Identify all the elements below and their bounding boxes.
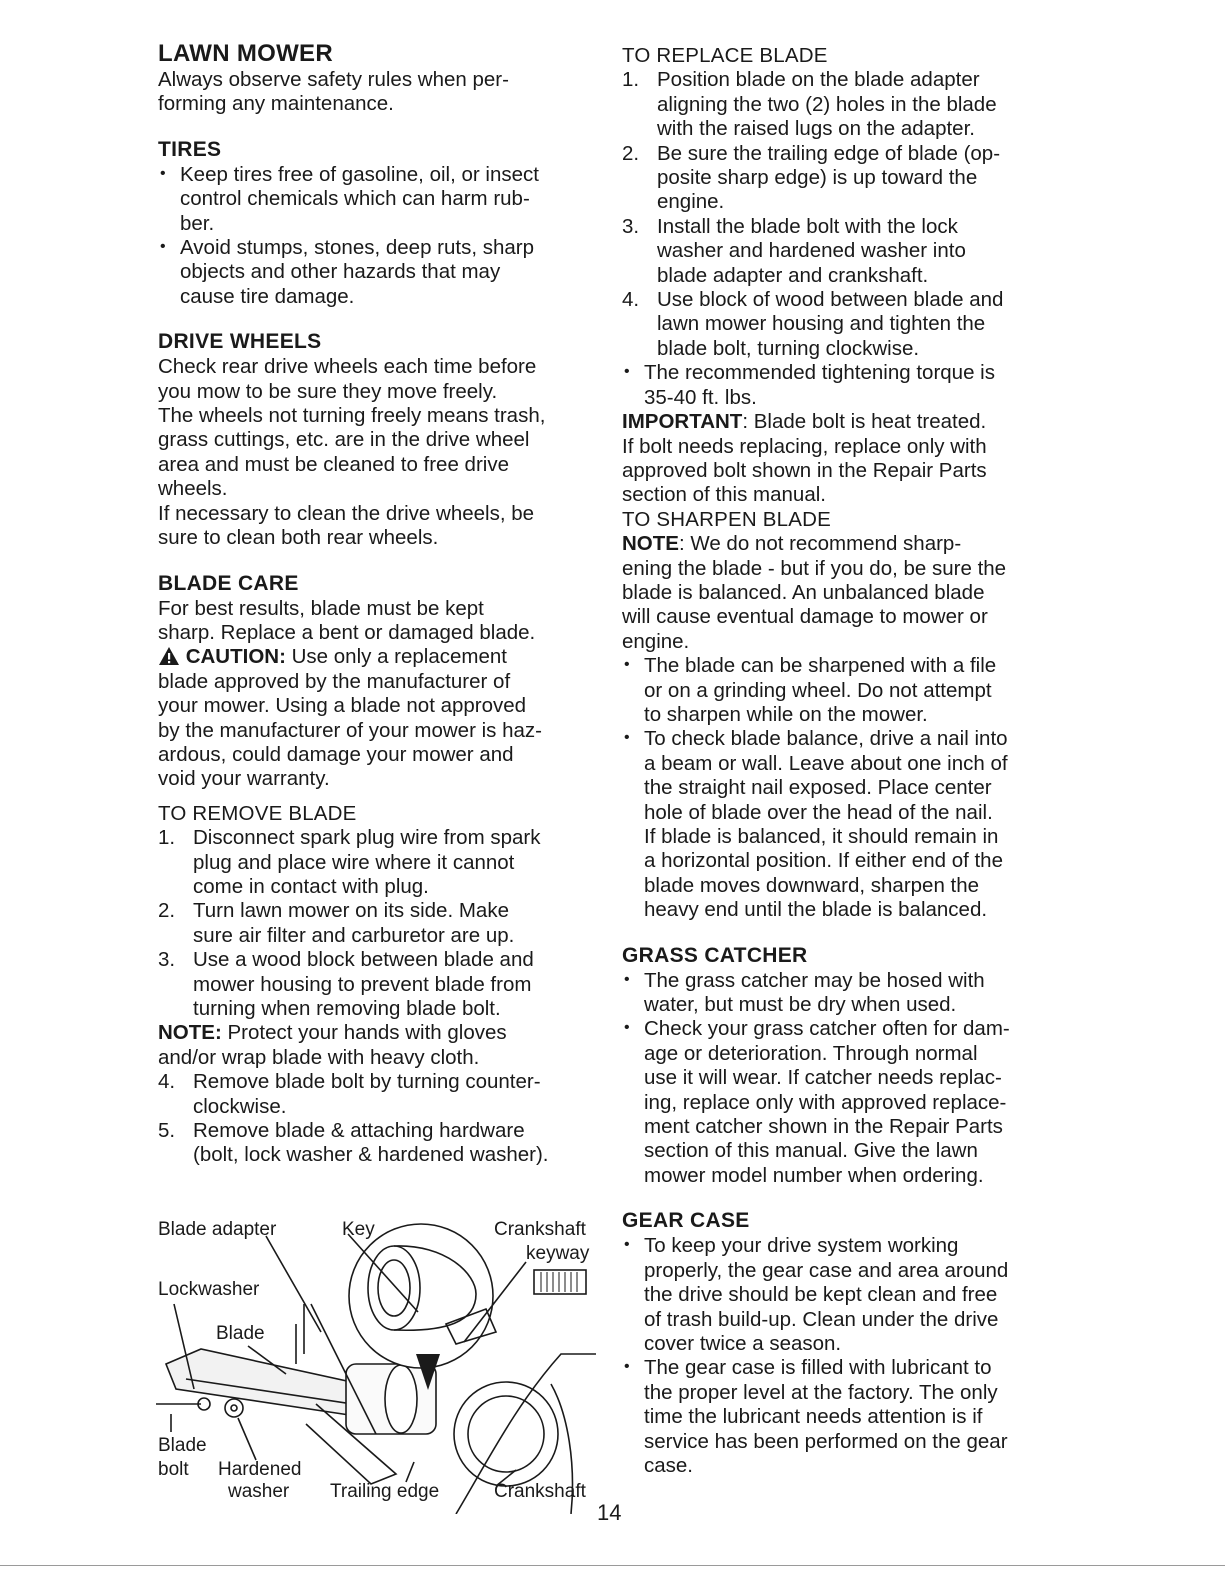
list-item: 3. Install the blade bolt with the lock washer and hardened washer into blade adapter and crankshaft. [622, 214, 966, 287]
blade-care-text: For best results, blade must be kept sharp. Replace a bent or damaged blade. CAUTION: Use only a replacement blade approved by the manufacturer of your mower. Using a blade not approved by the manufacturer of your mower is haz- ardous, could damage your mower and void your warranty. [158, 597, 598, 792]
label-lockwasher: Lockwasher [158, 1279, 260, 1300]
list-item: • The blade can be sharpened with a file or on a grinding wheel. Do not attempt to sharpen while on the mower. [622, 654, 1062, 727]
label-blade: Blade [216, 1323, 265, 1344]
label-blade-bolt-2: bolt [158, 1459, 189, 1480]
remove-blade-steps [158, 826, 598, 1021]
gear-case-list [622, 1234, 1062, 1478]
page-number: 14 [597, 1500, 622, 1525]
lawn-mower-intro: Always observe safety rules when per- forming any maintenance. [158, 68, 509, 116]
list-item: • The gear case is filled with lubricant to the proper level at the factory. The only time the lubricant needs attention is if service has been performed on the gear case. [622, 1356, 1062, 1478]
list-item: • The grass catcher may be hosed with water, but must be dry when used. [622, 969, 1062, 1018]
label-key: Key [342, 1219, 375, 1240]
list-item: • To check blade balance, drive a nail into a beam or wall. Leave about one inch of the straight nail exposed. Place center hole of blade over the head of the nail. If blade is balanced, it should remain in a horizontal position. If either end of the blade moves downward, sharpen the heavy end until the blade is balanced. [622, 727, 1062, 922]
replace-blade-steps [622, 68, 1062, 361]
list-item: • Check your grass catcher often for dam- age or deterioration. Through normal use it will wear. If catcher needs replac- ing, replace only with approved replace- ment catcher shown in the Repair Parts section of this manual. Give the lawn mower model number when ordering. [622, 1017, 1062, 1188]
grass-catcher-heading: GRASS CATCHER [622, 943, 808, 967]
remove-blade-title: TO REMOVE BLADE [158, 801, 357, 825]
blade-assembly-diagram [156, 1214, 598, 1514]
label-crankshaft: Crankshaft [494, 1481, 586, 1502]
tires-heading: TIRES [158, 137, 222, 161]
lawn-mower-heading: LAWN MOWER [158, 40, 333, 67]
label-crankshaft-keyway: Crankshaft [494, 1219, 586, 1240]
blade-care-heading: BLADE CARE [158, 571, 299, 595]
sharpen-blade-title: TO SHARPEN BLADE [622, 507, 832, 531]
right-column [622, 44, 1062, 1478]
grass-catcher-list [622, 969, 1062, 1189]
drive-wheels-text: Check rear drive wheels each time before you mow to be sure they move freely. The wheels not turning freely means trash, grass cuttings, etc. are in the drive wheel area and must be cleaned to free drive wheels. If necessary to clean the drive wheels, be sure to clean both rear wheels. [158, 355, 546, 550]
list-item: 2. Be sure the trailing edge of blade (op- posite sharp edge) is up toward the engine. [622, 141, 1001, 214]
torque-note [622, 361, 1062, 410]
list-item: 5. Remove blade & attaching hardware (bolt, lock washer & hardened washer). [158, 1119, 549, 1167]
caution-line: CAUTION: Use only a replacement [158, 645, 598, 669]
list-item: • To keep your drive system working properly, the gear case and area around the drive should be kept clean and free of trash build-up. Clean under the drive cover twice a season. [622, 1234, 1062, 1356]
label-keyway: keyway [526, 1243, 590, 1264]
label-blade-adapter: Blade adapter [158, 1219, 277, 1240]
list-item: 1. Disconnect spark plug wire from spark plug and place wire where it cannot come in contact with plug. [158, 826, 541, 898]
important-note: IMPORTANT: Blade bolt is heat treated. If bolt needs replacing, replace only with approved bolt shown in the Repair Parts section of this manual. [622, 410, 987, 507]
remove-blade-steps-continued [158, 1070, 598, 1168]
gear-case-heading: GEAR CASE [622, 1209, 750, 1233]
left-column [158, 40, 598, 1168]
list-item: 3. Use a wood block between blade and mower housing to prevent blade from turning when removing blade bolt. [158, 948, 534, 1020]
sharpen-note: NOTE: We do not recommend sharp- ening the blade - but if you do, be sure the blade is balanced. An unbalanced blade will cause eventual damage to mower or engine. [622, 532, 1007, 653]
bottom-divider [0, 1565, 1225, 1566]
tires-list [158, 163, 598, 309]
list-item: • The recommended tightening torque is 35-40 ft. lbs. [622, 361, 1062, 410]
drive-wheels-heading: DRIVE WHEELS [158, 330, 322, 354]
label-trailing-edge: Trailing edge [330, 1481, 440, 1502]
list-item: 4. Remove blade bolt by turning counter- clockwise. [158, 1070, 541, 1118]
label-blade-bolt-1: Blade [158, 1435, 207, 1456]
list-item: 1. Position blade on the blade adapter aligning the two (2) holes in the blade with the raised lugs on the adapter. [622, 68, 997, 141]
list-item: 4. Use block of wood between blade and lawn mower housing and tighten the blade bolt, turning clockwise. [622, 288, 1004, 360]
list-item: • Keep tires free of gasoline, oil, or insect control chemicals which can harm rub- ber. [158, 163, 598, 236]
remove-note: NOTE: Protect your hands with gloves and/or wrap blade with heavy cloth. [158, 1021, 507, 1069]
sharpen-list [622, 654, 1062, 922]
label-hardened-2: washer [228, 1481, 290, 1502]
caution-label: CAUTION: [185, 645, 286, 669]
label-hardened-1: Hardened [218, 1459, 302, 1480]
warning-triangle-icon [158, 646, 180, 666]
replace-blade-title: TO REPLACE BLADE [622, 44, 828, 67]
list-item: • Avoid stumps, stones, deep ruts, sharp objects and other hazards that may cause tire damage. [158, 236, 598, 309]
list-item: 2. Turn lawn mower on its side. Make sure air filter and carburetor are up. [158, 899, 515, 947]
